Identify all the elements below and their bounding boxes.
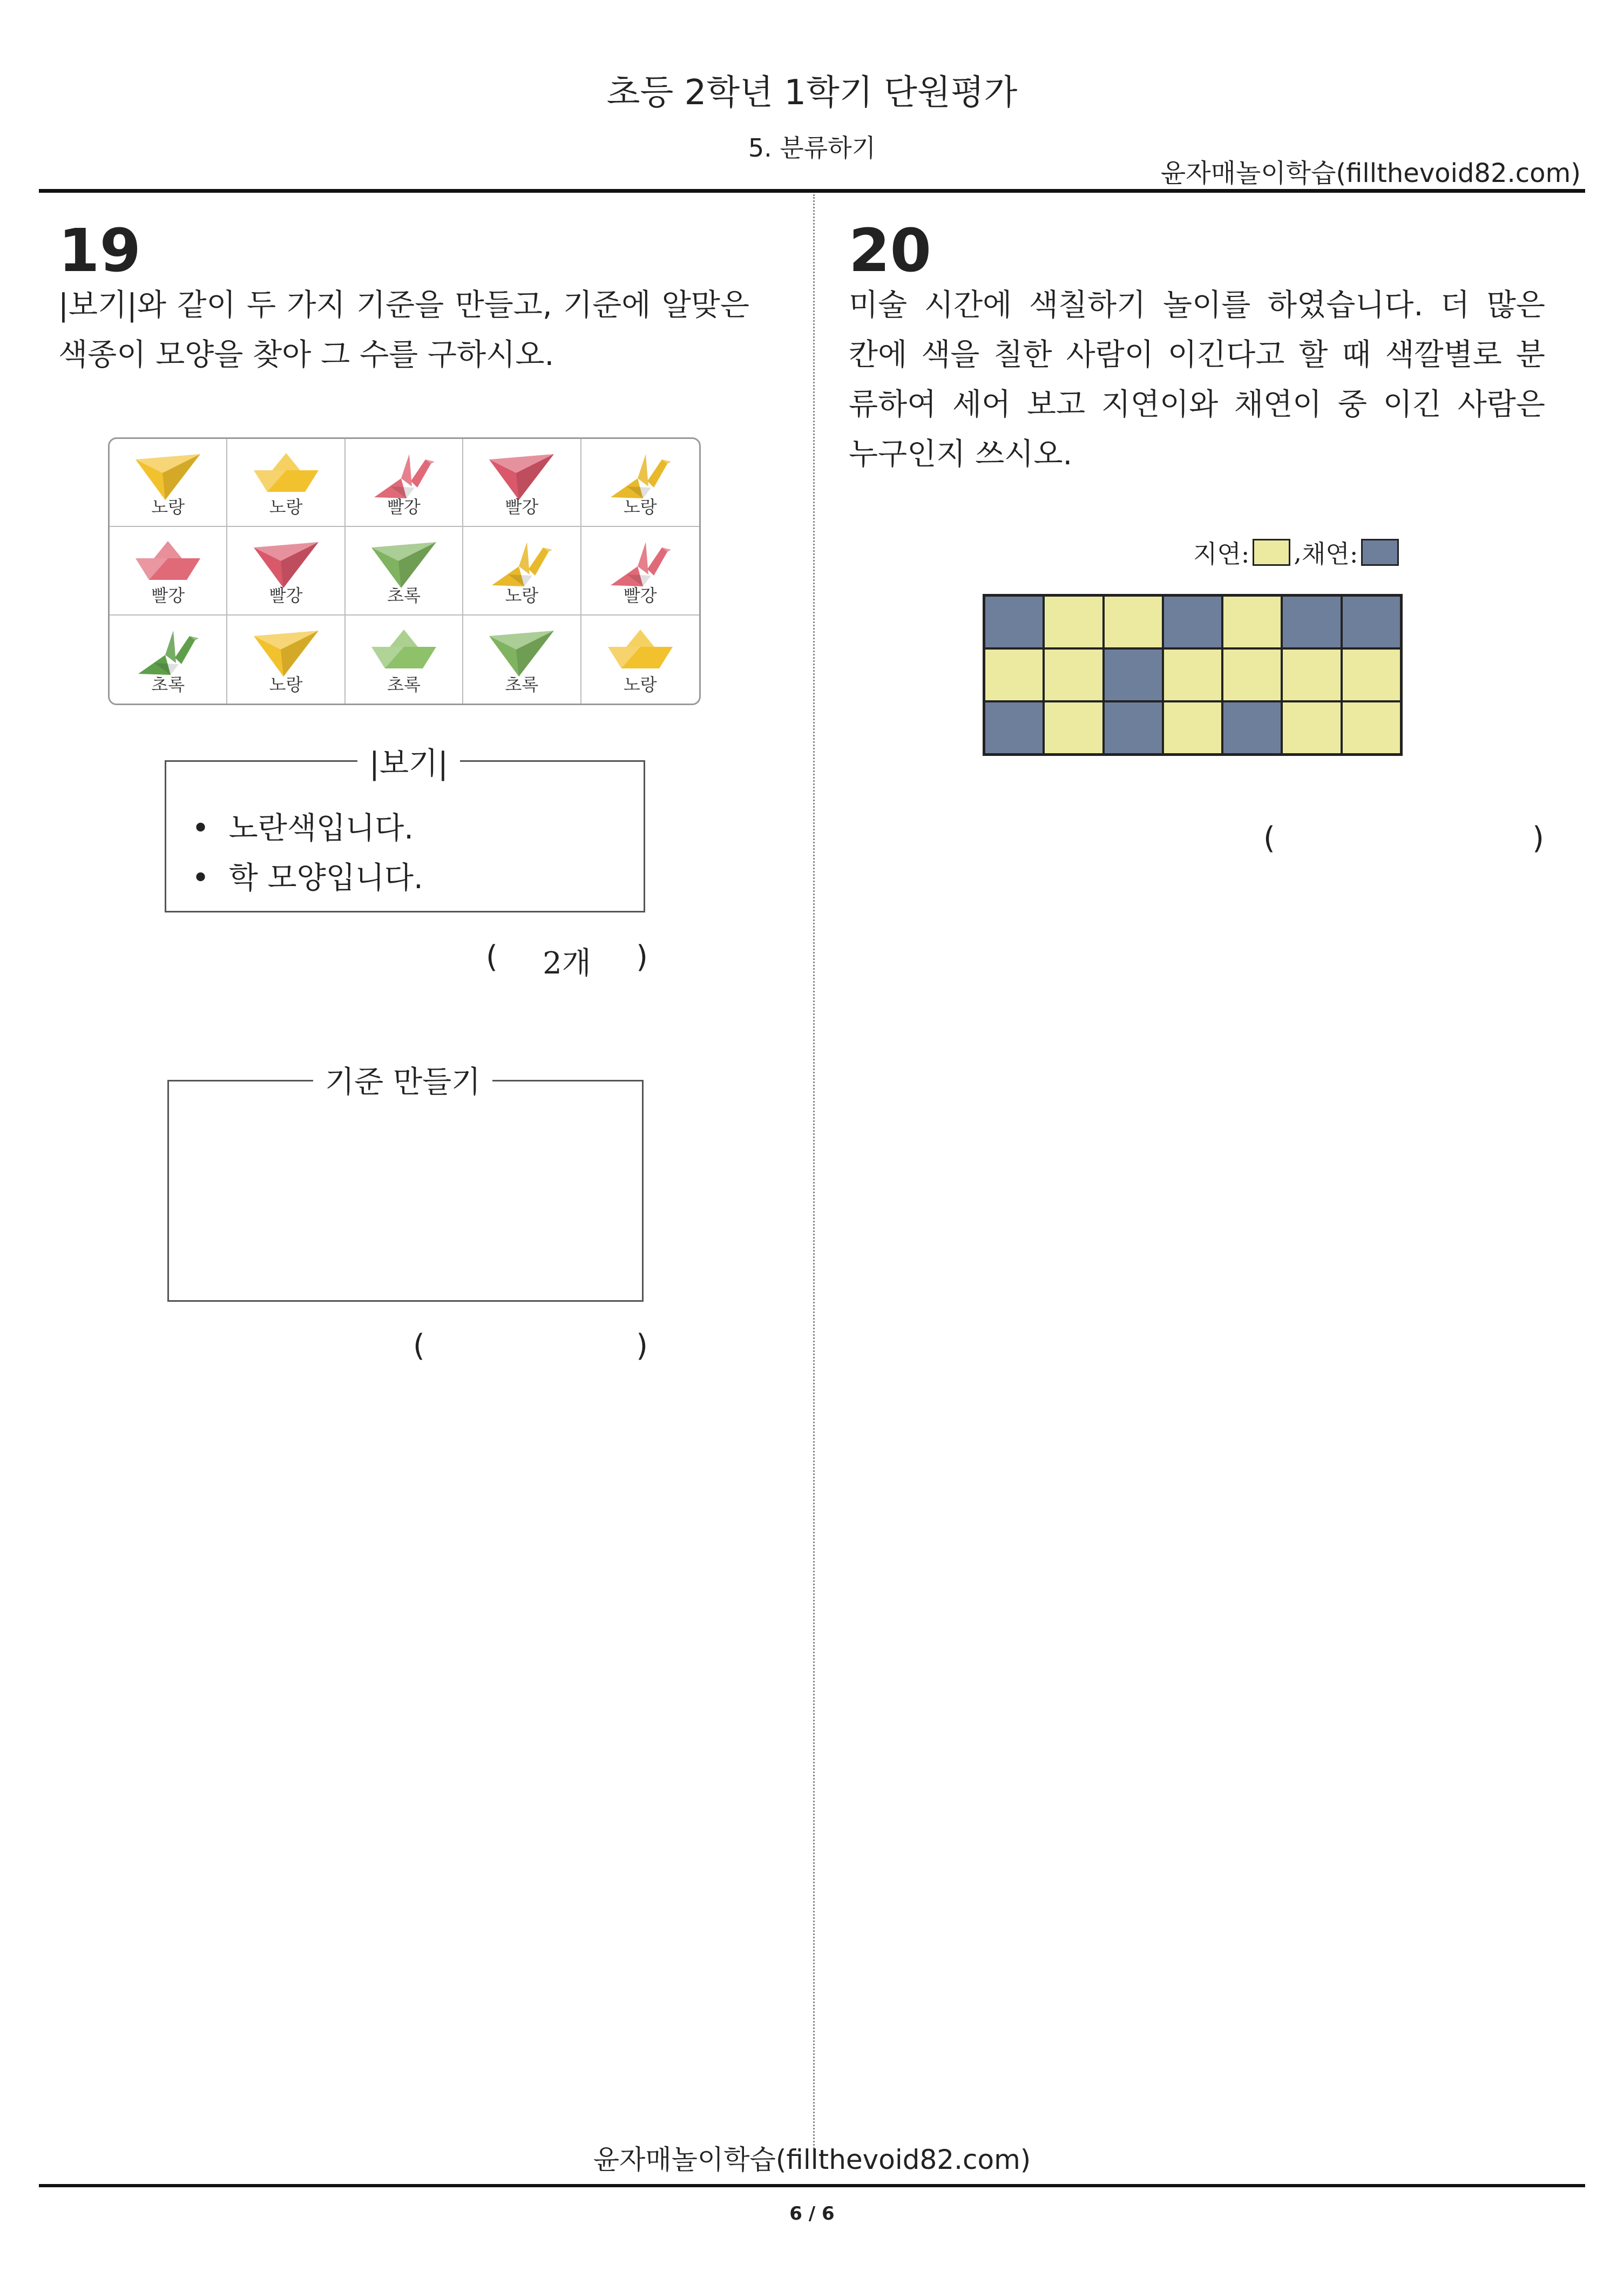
q19-answer[interactable] xyxy=(413,1328,648,1363)
page-number: 6 / 6 xyxy=(789,2203,835,2225)
open-paren: ( xyxy=(486,939,498,975)
origami-cell xyxy=(463,439,581,527)
origami-color-label: 노랑 xyxy=(623,497,657,518)
q20-answer[interactable] xyxy=(1263,821,1544,856)
origami-cell xyxy=(581,616,699,704)
grid-cell-chaeyeon xyxy=(984,596,1044,648)
origami-cell xyxy=(463,527,581,615)
legend-blue-swatch xyxy=(1361,539,1399,566)
site-credit-bottom: 윤자매놀이학습(fillthevoid82.com) xyxy=(593,2144,1031,2175)
origami-grid xyxy=(110,439,699,704)
question-20-number: 20 xyxy=(849,216,932,285)
question-19-line-2: 색종이 모양을 찾아 그 수를 구하시오. xyxy=(58,337,554,373)
criteria-box-title: 기준 만들기 xyxy=(313,1058,492,1101)
origami-table xyxy=(108,437,701,705)
bullet-icon: • xyxy=(192,861,210,896)
grid-cell-jiyeon xyxy=(984,648,1044,701)
origami-cell xyxy=(581,439,699,527)
grid-cell-jiyeon xyxy=(1222,596,1282,648)
question-20-line-2: 칸에 색을 칠한 사람이 이긴다고 할 때 색깔별로 분 xyxy=(849,337,1545,373)
origami-color-label: 빨강 xyxy=(151,585,185,606)
grid-cell-chaeyeon xyxy=(984,701,1044,754)
legend-separator: , xyxy=(1294,538,1302,567)
open-paren: ( xyxy=(413,1328,425,1363)
unit-subtitle: 5. 분류하기 xyxy=(748,133,876,163)
legend-jiyeon-label: 지연: xyxy=(1193,539,1250,569)
page-title: 초등 2학년 1학기 단원평가 xyxy=(606,73,1018,113)
close-paren: ) xyxy=(636,939,648,975)
close-paren: ) xyxy=(636,1328,648,1363)
coloring-grid xyxy=(983,594,1403,756)
origami-cell xyxy=(227,527,345,615)
footer-rule xyxy=(39,2184,1585,2187)
origami-cell xyxy=(110,527,227,615)
origami-color-label: 노랑 xyxy=(269,674,303,695)
origami-cell xyxy=(110,616,227,704)
question-19-text xyxy=(58,281,749,380)
origami-color-label: 빨강 xyxy=(387,497,421,518)
origami-cell xyxy=(463,616,581,704)
grid-cell-chaeyeon xyxy=(1222,701,1282,754)
example-box-title: |보기| xyxy=(357,740,460,783)
origami-cell xyxy=(227,439,345,527)
grid-cell-jiyeon xyxy=(1044,596,1103,648)
question-20-line-3: 류하여 세어 보고 지연이와 채연이 중 이긴 사람은 xyxy=(849,387,1545,422)
grid-cell-chaeyeon xyxy=(1342,596,1401,648)
origami-color-label: 노랑 xyxy=(269,497,303,518)
header-rule xyxy=(39,189,1585,193)
criteria-box[interactable] xyxy=(167,1080,644,1302)
bullet-icon: • xyxy=(192,811,210,846)
example-item-2 xyxy=(192,854,423,897)
origami-color-label: 빨강 xyxy=(269,585,303,606)
origami-color-label: 노랑 xyxy=(623,674,657,695)
column-divider xyxy=(813,194,815,2149)
origami-cell xyxy=(346,616,463,704)
question-19-number: 19 xyxy=(58,216,141,285)
origami-cell xyxy=(346,527,463,615)
origami-color-label: 초록 xyxy=(151,674,185,695)
grid-cell-chaeyeon xyxy=(1163,596,1222,648)
legend-yellow-swatch xyxy=(1253,539,1290,566)
origami-color-label: 빨강 xyxy=(623,585,657,606)
grid-cell-chaeyeon xyxy=(1282,596,1341,648)
question-20-text xyxy=(849,281,1545,479)
grid-cell-jiyeon xyxy=(1342,648,1401,701)
grid-cell-chaeyeon xyxy=(1104,701,1163,754)
origami-cell xyxy=(110,439,227,527)
color-legend xyxy=(1193,535,1402,570)
legend-chaeyeon-label: 채연: xyxy=(1302,539,1358,569)
origami-cell xyxy=(346,439,463,527)
origami-cell xyxy=(581,527,699,615)
open-paren: ( xyxy=(1263,821,1275,856)
site-credit-top: 윤자매놀이학습(fillthevoid82.com) xyxy=(1160,158,1581,188)
grid-cell-jiyeon xyxy=(1163,648,1222,701)
close-paren: ) xyxy=(1532,821,1544,856)
grid-cell-jiyeon xyxy=(1282,701,1341,754)
grid-cell-jiyeon xyxy=(1044,701,1103,754)
origami-color-label: 초록 xyxy=(387,585,421,606)
origami-color-label: 노랑 xyxy=(505,585,539,606)
grid-cell-jiyeon xyxy=(1342,701,1401,754)
example-answer xyxy=(486,939,648,983)
question-20-line-4: 누구인지 쓰시오. xyxy=(849,437,1073,472)
origami-color-label: 초록 xyxy=(387,674,421,695)
example-item-2-text: 학 모양입니다. xyxy=(228,861,423,896)
origami-color-label: 노랑 xyxy=(151,497,185,518)
question-20-line-1: 미술 시간에 색칠하기 놀이를 하였습니다. 더 많은 xyxy=(849,288,1545,323)
example-answer-value: 2개 xyxy=(543,946,591,981)
grid-cell-chaeyeon xyxy=(1104,648,1163,701)
grid-cell-jiyeon xyxy=(1104,596,1163,648)
example-item-1 xyxy=(192,804,414,848)
grid-cell-jiyeon xyxy=(1282,648,1341,701)
origami-color-label: 빨강 xyxy=(505,497,539,518)
origami-color-label: 초록 xyxy=(505,674,539,695)
question-19-line-1: |보기|와 같이 두 가지 기준을 만들고, 기준에 알맞은 xyxy=(58,288,749,323)
origami-cell xyxy=(227,616,345,704)
grid-cell-jiyeon xyxy=(1222,648,1282,701)
grid-cell-jiyeon xyxy=(1163,701,1222,754)
example-item-1-text: 노란색입니다. xyxy=(228,811,414,846)
grid-cell-jiyeon xyxy=(1044,648,1103,701)
